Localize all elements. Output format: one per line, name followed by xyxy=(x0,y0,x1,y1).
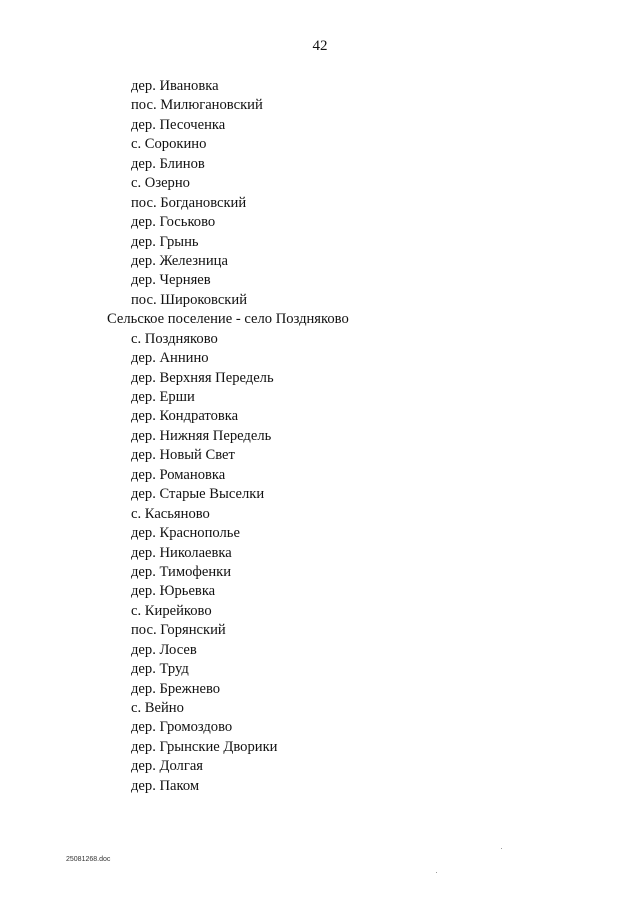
settlement-item: пос. Богдановский xyxy=(131,194,247,211)
settlement-item: с. Вейно xyxy=(131,700,184,716)
settlement-item: пос. Милюгановский xyxy=(131,97,263,114)
settlement-item: дер. Грынские Дворики xyxy=(131,738,278,755)
settlement-item: дер. Юрьевка xyxy=(131,583,216,600)
settlement-item: дер. Громоздово xyxy=(131,719,233,736)
settlement-item: дер. Паком xyxy=(131,777,200,794)
settlement-item: с. Сорокино xyxy=(131,136,207,153)
scan-speck xyxy=(501,848,502,849)
footer-filename: 25081268.doc xyxy=(66,856,111,863)
settlement-item: с. Кирейково xyxy=(131,602,212,619)
settlement-item: дер. Лосев xyxy=(131,641,197,658)
settlement-item: дер. Блинов xyxy=(131,155,205,172)
settlement-item: дер. Грынь xyxy=(131,233,199,250)
settlement-item: дер. Николаевка xyxy=(131,544,232,561)
settlement-item: дер. Железница xyxy=(131,252,228,269)
settlement-item: с. Поздняково xyxy=(131,330,218,347)
settlement-item: дер. Ерши xyxy=(131,389,195,405)
settlement-item: дер. Романовка xyxy=(131,466,226,483)
settlement-item: дер. Песоченка xyxy=(131,116,226,133)
page-number: 42 xyxy=(312,38,328,54)
settlement-item: дер. Новый Свет xyxy=(131,447,235,464)
settlement-item: дер. Ивановка xyxy=(131,78,219,94)
settlement-item: дер. Краснополье xyxy=(131,525,240,542)
settlement-item: дер. Брежнево xyxy=(131,680,221,697)
settlement-item: с. Касьяново xyxy=(131,505,210,522)
settlement-item: пос. Горянский xyxy=(131,622,226,639)
settlement-item: дер. Госьково xyxy=(131,214,216,231)
section-heading: Сельское поселение - село Поздняково xyxy=(107,311,349,328)
scan-speck xyxy=(436,872,437,873)
settlement-item: с. Озерно xyxy=(131,175,190,192)
settlement-item: дер. Аннино xyxy=(131,350,209,367)
settlement-item: дер. Тимофенки xyxy=(131,563,232,580)
settlement-item: дер. Долгая xyxy=(131,758,204,775)
settlement-item: пос. Широковский xyxy=(131,291,248,308)
settlement-item: дер. Нижняя Передель xyxy=(131,427,272,444)
settlement-item: дер. Старые Выселки xyxy=(131,486,265,503)
settlement-item: дер. Труд xyxy=(131,661,189,678)
settlement-item: дер. Кондратовка xyxy=(131,408,239,425)
settlement-list xyxy=(0,77,640,796)
settlement-item: дер. Верхняя Передель xyxy=(131,369,274,386)
settlement-item: дер. Черняев xyxy=(131,272,211,289)
